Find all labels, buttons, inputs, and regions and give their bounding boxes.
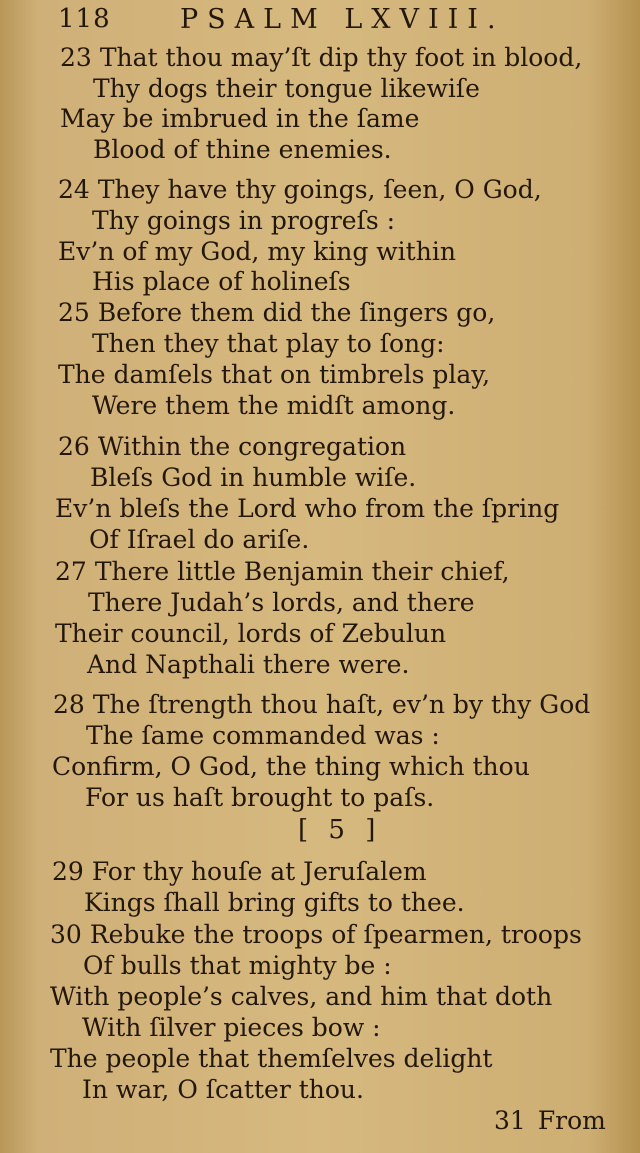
verse-line: 29 For thy houſe at Jeruſalem xyxy=(52,857,427,886)
verse-number: 25 xyxy=(58,298,90,327)
verse-line: Ev’n of my God, my king within xyxy=(58,237,456,266)
verse-line: Thy dogs their tongue likewiſe xyxy=(93,74,480,103)
verse-line: Their council, lords of Zebulun xyxy=(55,619,447,648)
catchword xyxy=(494,1106,606,1135)
verse-line: There Judah’s lords, and there xyxy=(88,588,475,617)
verse-line: The damſels that on timbrels play, xyxy=(58,360,491,389)
verse-line: In war, O ſcatter thou. xyxy=(82,1075,364,1104)
verse-line: Confirm, O God, the thing which thou xyxy=(52,752,530,781)
verse-line: Blood of thine enemies. xyxy=(93,135,392,164)
verse-line: Thy goings in progreſs : xyxy=(92,206,396,235)
catchword-text: From xyxy=(537,1106,606,1135)
verse-line: And Napthali there were. xyxy=(87,650,410,679)
verse-line: 26 Within the congregation xyxy=(58,432,407,461)
verse-number: 26 xyxy=(58,432,90,461)
verse-line: 30 Rebuke the troops of ſpearmen, troops xyxy=(50,920,582,949)
verse-line: Kings ſhall bring gifts to thee. xyxy=(84,888,465,917)
page-header xyxy=(58,2,618,40)
verse-line: Were them the midſt among. xyxy=(92,391,456,420)
verse-number: 29 xyxy=(52,857,84,886)
verse-line: With people’s calves, and him that doth xyxy=(50,982,553,1011)
verse-number: 30 xyxy=(50,920,82,949)
verse-line: Of bulls that mighty be : xyxy=(83,951,392,980)
running-title: PSALM LXVIII. xyxy=(180,4,505,35)
verse-number: 28 xyxy=(53,690,85,719)
verse-line: Bleſs God in humble wiſe. xyxy=(90,463,417,492)
verse-line: 23 That thou may’ſt dip thy foot in blood, xyxy=(60,43,583,72)
verse-line: 24 They have thy goings, ſeen, O God, xyxy=(58,175,542,204)
verse-number: 24 xyxy=(58,175,90,204)
verse-line: The ſame commanded was : xyxy=(86,721,440,750)
verse-line: Of Iſrael do ariſe. xyxy=(89,525,310,554)
verse-number: 27 xyxy=(55,557,87,586)
verse-line: The people that themſelves delight xyxy=(50,1044,493,1073)
verse-line: For us haſt brought to paſs. xyxy=(85,783,435,812)
verse-line: 25 Before them did the ſingers go, xyxy=(58,298,496,327)
verse-line: 28 The ſtrength thou haſt, ev’n by thy God xyxy=(53,690,591,719)
verse-line: 27 There little Benjamin their chief, xyxy=(55,557,510,586)
verse-line: With ſilver pieces bow : xyxy=(82,1013,381,1042)
verse-line: Then they that play to ſong: xyxy=(92,329,445,358)
signature-mark: [ 5 ] xyxy=(298,815,382,845)
verse-line: May be imbrued in the ſame xyxy=(60,104,420,133)
verse-line: Ev’n bleſs the Lord who from the ſpring xyxy=(55,494,560,523)
catchword-number: 31 xyxy=(494,1106,526,1135)
verse-line: His place of holineſs xyxy=(92,267,351,296)
verse-number: 23 xyxy=(60,43,92,72)
page-number: 118 xyxy=(58,4,111,34)
